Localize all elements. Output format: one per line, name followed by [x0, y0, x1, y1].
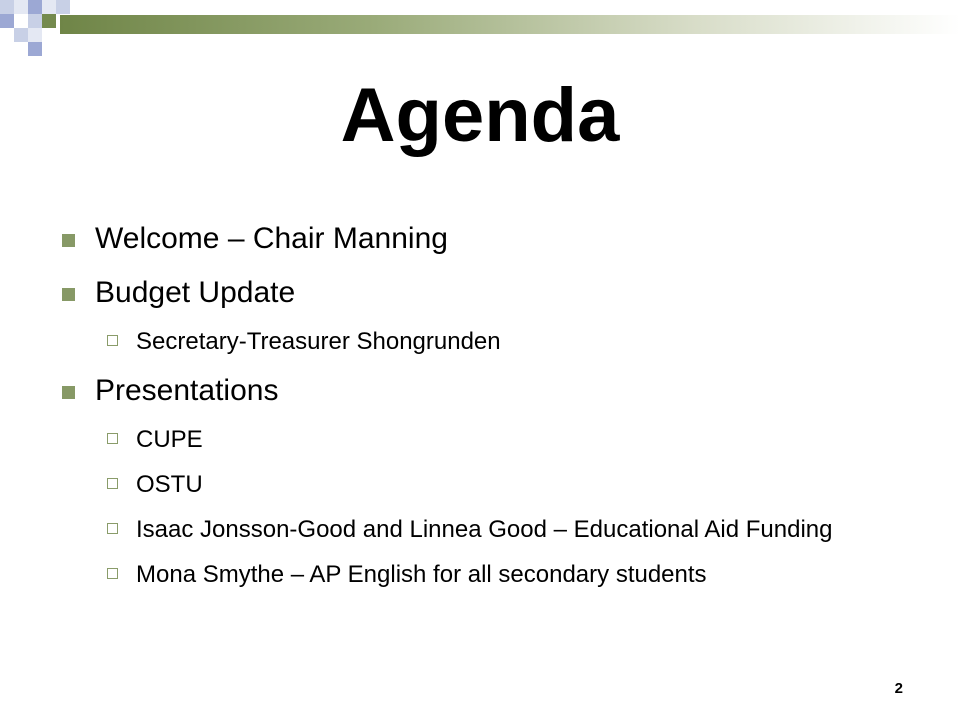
page-number: 2	[894, 680, 903, 697]
header-square	[42, 14, 56, 28]
header-square	[56, 0, 70, 14]
agenda-subitem	[62, 327, 922, 356]
agenda-subitem-label: OSTU	[136, 471, 203, 498]
bullet-box-icon	[107, 478, 118, 489]
header-square	[0, 0, 14, 14]
bullet-square-icon	[62, 234, 75, 247]
bullet-box-icon	[107, 523, 118, 534]
agenda-item	[62, 276, 922, 310]
bullet-box-icon	[107, 433, 118, 444]
agenda-item-label: Presentations	[95, 374, 279, 407]
header-square	[28, 42, 42, 56]
agenda-subitem-label: Isaac Jonsson-Good and Linnea Good – Educational Aid Funding	[136, 516, 833, 543]
agenda-subitem-label: CUPE	[136, 426, 203, 453]
header-square	[14, 28, 28, 42]
agenda-subitem	[62, 425, 922, 454]
header-square	[28, 28, 42, 42]
header-square	[14, 0, 28, 14]
agenda-subitem-label: Secretary-Treasurer Shongrunden	[136, 328, 501, 355]
header-square	[14, 14, 28, 28]
header-square	[0, 14, 14, 28]
bullet-square-icon	[62, 386, 75, 399]
agenda-item	[62, 222, 922, 256]
bullet-box-icon	[107, 568, 118, 579]
agenda-item	[62, 374, 922, 408]
header-square	[28, 14, 42, 28]
agenda-list	[62, 222, 922, 589]
agenda-subitem	[62, 515, 922, 544]
agenda-subitem	[62, 560, 922, 589]
header-gradient-bar	[60, 15, 960, 34]
bullet-box-icon	[107, 335, 118, 346]
header-square	[28, 0, 42, 14]
agenda-subitem	[62, 470, 922, 499]
header-decoration	[0, 0, 960, 60]
agenda-item-label: Budget Update	[95, 276, 296, 309]
agenda-subitem-label: Mona Smythe – AP English for all secondary students	[136, 561, 707, 588]
bullet-square-icon	[62, 288, 75, 301]
slide-title: Agenda	[340, 73, 620, 158]
agenda-item-label: Welcome – Chair Manning	[95, 222, 448, 255]
header-square	[42, 0, 56, 14]
